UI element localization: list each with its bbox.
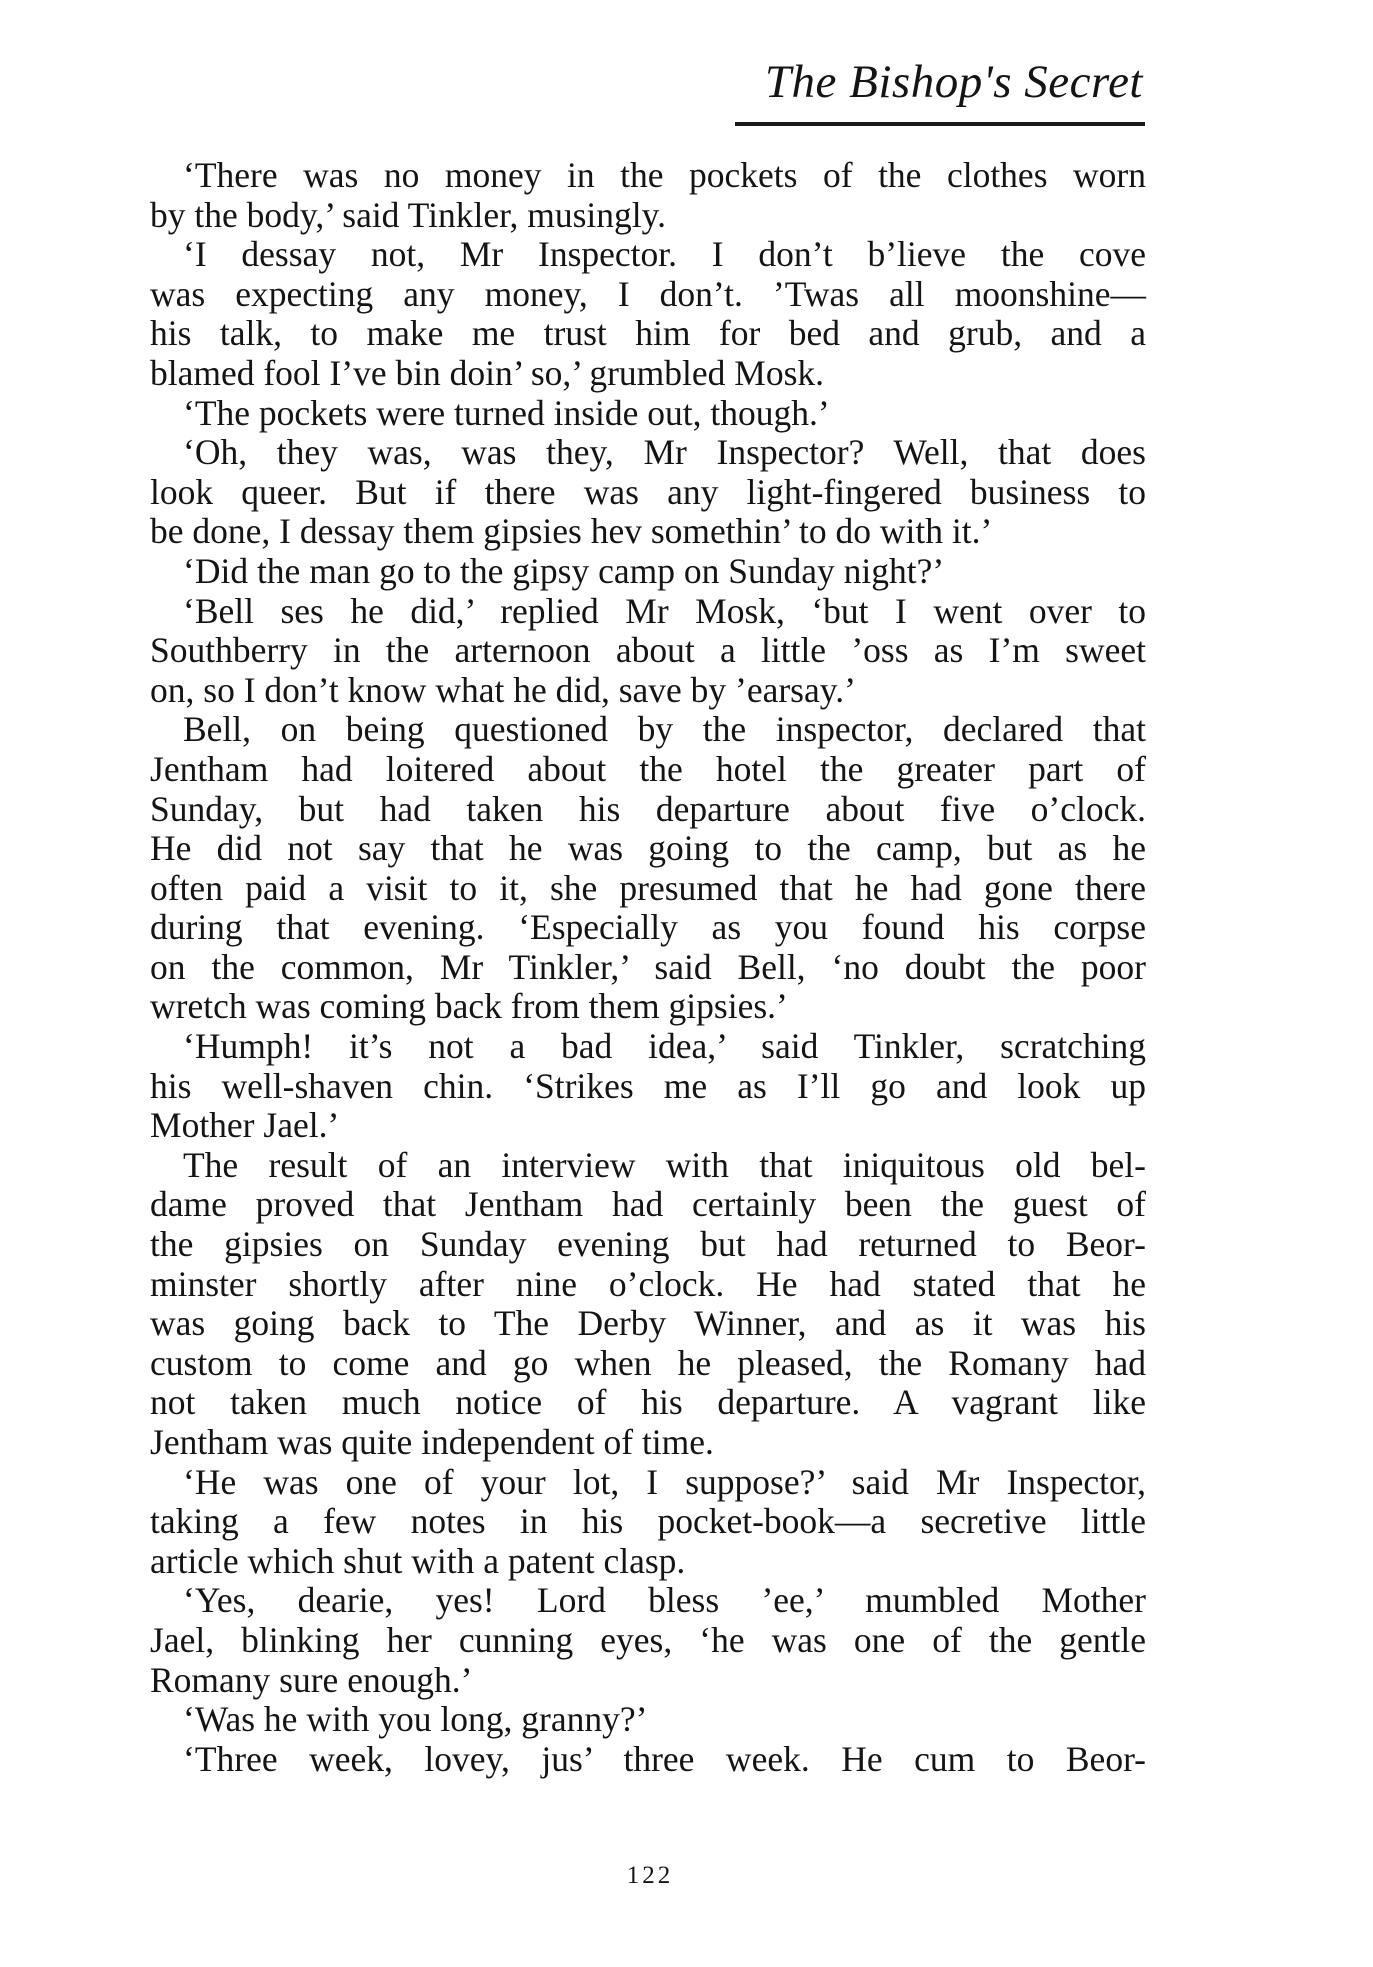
text-line: his talk, to make me trust him for bed and grub, and a bbox=[150, 313, 1146, 354]
text-line: Mother Jael.’ bbox=[150, 1105, 340, 1146]
text-line: Bell, on being questioned by the inspector, declared that bbox=[183, 709, 1146, 750]
text-line: He did not say that he was going to the camp, but as he bbox=[150, 828, 1146, 869]
text-line: Jentham was quite independent of time. bbox=[150, 1422, 714, 1462]
body-text bbox=[150, 156, 1146, 1779]
text-line: dame proved that Jentham had certainly been the guest of bbox=[150, 1184, 1146, 1225]
text-line: ‘Was he with you long, granny?’ bbox=[183, 1699, 648, 1740]
text-line: was going back to The Derby Winner, and as it was his bbox=[150, 1303, 1146, 1344]
header-rule bbox=[735, 122, 1145, 126]
text-line: article which shut with a patent clasp. bbox=[150, 1540, 686, 1581]
text-line: ‘Oh, they was, was they, Mr Inspector? Well, that does bbox=[183, 432, 1146, 473]
text-line: The result of an interview with that iniquitous old bel- bbox=[183, 1144, 1146, 1185]
text-line: blamed fool I’ve bin doin’ so,’ grumbled Mosk. bbox=[150, 352, 825, 393]
text-line: ‘Yes, dearie, yes! Lord bless ’ee,’ mumbled Mother bbox=[183, 1580, 1146, 1621]
page-number: 122 bbox=[626, 1862, 674, 1889]
text-line: ‘There was no money in the pockets of the clothes worn bbox=[183, 155, 1146, 195]
text-line: Romany sure enough.’ bbox=[150, 1659, 473, 1700]
text-line: minster shortly after nine o’clock. He had stated that he bbox=[150, 1263, 1146, 1304]
text-line: Jael, blinking her cunning eyes, ‘he was one of the gentle bbox=[150, 1619, 1146, 1660]
text-line: wretch was coming back from them gipsies.’ bbox=[150, 986, 788, 1027]
text-line: Jentham had loitered about the hotel the greater part of bbox=[150, 748, 1146, 789]
text-line: often paid a visit to it, she presumed that he had gone there bbox=[150, 867, 1146, 908]
text-line: the gipsies on Sunday evening but had returned to Beor- bbox=[150, 1224, 1146, 1265]
text-line: was expecting any money, I don’t. ’Twas all moonshine— bbox=[150, 273, 1146, 314]
text-line: ‘He was one of your lot, I suppose?’ said Mr Inspector, bbox=[183, 1461, 1146, 1502]
text-line: look queer. But if there was any light-fingered business to bbox=[150, 471, 1146, 512]
text-line: Sunday, but had taken his departure about five o’clock. bbox=[150, 788, 1146, 829]
text-line: on the common, Mr Tinkler,’ said Bell, ‘no doubt the poor bbox=[150, 946, 1146, 987]
text-line: be done, I dessay them gipsies hev somethin’ to do with it.’ bbox=[150, 511, 993, 552]
text-line: ‘Three week, lovey, jus’ three week. He cum to Beor- bbox=[183, 1738, 1146, 1779]
text-line: ‘The pockets were turned inside out, though.’ bbox=[183, 392, 830, 433]
text-line: custom to come and go when he pleased, the Romany had bbox=[150, 1342, 1146, 1383]
text-line: not taken much notice of his departure. A vagrant like bbox=[150, 1382, 1146, 1423]
text-line: ‘Bell ses he did,’ replied Mr Mosk, ‘but I went over to bbox=[183, 590, 1146, 631]
text-line: by the body,’ said Tinkler, musingly. bbox=[150, 194, 666, 235]
text-line: Southberry in the arternoon about a little ’oss as I’m sweet bbox=[150, 630, 1146, 671]
text-line: during that evening. ‘Especially as you found his corpse bbox=[150, 907, 1146, 948]
text-line: ‘Humph! it’s not a bad idea,’ said Tinkler, scratching bbox=[183, 1026, 1146, 1067]
running-head-title: The Bishop's Secret bbox=[764, 56, 1143, 108]
text-line: on, so I don’t know what he did, save by ’earsay.’ bbox=[150, 669, 856, 710]
text-line: his well-shaven chin. ‘Strikes me as I’ll go and look up bbox=[150, 1065, 1146, 1106]
text-line: taking a few notes in his pocket-book—a secretive little bbox=[150, 1501, 1146, 1542]
text-line: ‘Did the man go to the gipsy camp on Sunday night?’ bbox=[183, 550, 945, 591]
text-line: ‘I dessay not, Mr Inspector. I don’t b’lieve the cove bbox=[183, 234, 1146, 275]
